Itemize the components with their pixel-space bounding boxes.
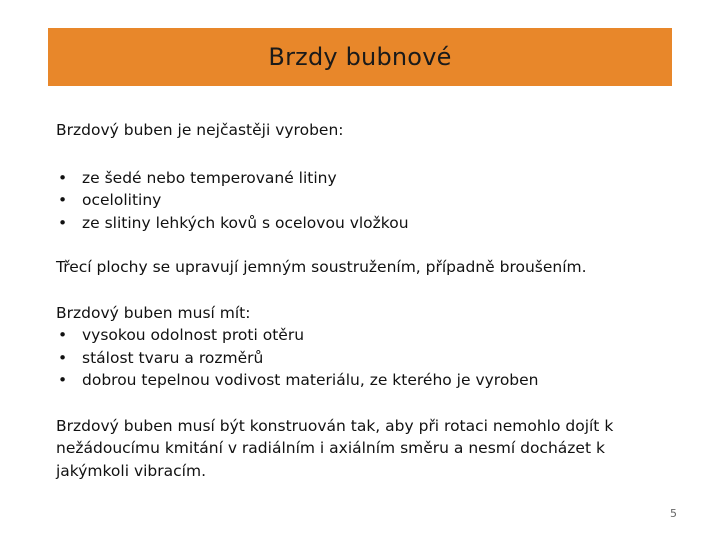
intro-text: Brzdový buben je nejčastěji vyroben: (56, 121, 344, 139)
list-item (56, 212, 676, 235)
list-item-text: ze slitiny lehkých kovů s ocelovou vložkou (82, 213, 409, 232)
list-item (56, 324, 676, 347)
requirements-heading: Brzdový buben musí mít: (56, 303, 251, 322)
slide-content (56, 119, 676, 482)
requirements-list (56, 324, 676, 392)
list-item-text: ze šedé nebo temperované litiny (82, 168, 337, 187)
list-item (56, 189, 676, 212)
list-item (56, 347, 676, 370)
bullet-icon: • (58, 326, 68, 344)
list-item-text: vysokou odolnost proti otěru (82, 326, 305, 344)
page-number: 5 (670, 507, 677, 520)
list-item (56, 369, 676, 392)
title-bar (48, 28, 672, 86)
slide-title: Brzdy bubnové (268, 43, 452, 71)
surfaces-text: Třecí plochy se upravují jemným soustružením, případně broušením. (56, 258, 587, 276)
bullet-icon: • (58, 191, 68, 209)
list-item-text: ocelolitiny (82, 191, 162, 209)
materials-list (56, 167, 676, 235)
bullet-icon: • (58, 371, 68, 389)
construction-text: Brzdový buben musí být konstruován tak, aby při rotaci nemohlo dojít k nežádoucímu kmitání v radiálním i axiálním směru a nesmí docházet k jakýmkoli vibracím. (56, 416, 614, 480)
bullet-icon: • (58, 213, 68, 232)
list-item-text: dobrou tepelnou vodivost materiálu, ze kterého je vyroben (82, 371, 539, 389)
bullet-icon: • (58, 168, 68, 187)
bullet-icon: • (58, 348, 68, 367)
list-item (56, 167, 676, 190)
list-item-text: stálost tvaru a rozměrů (82, 348, 264, 367)
